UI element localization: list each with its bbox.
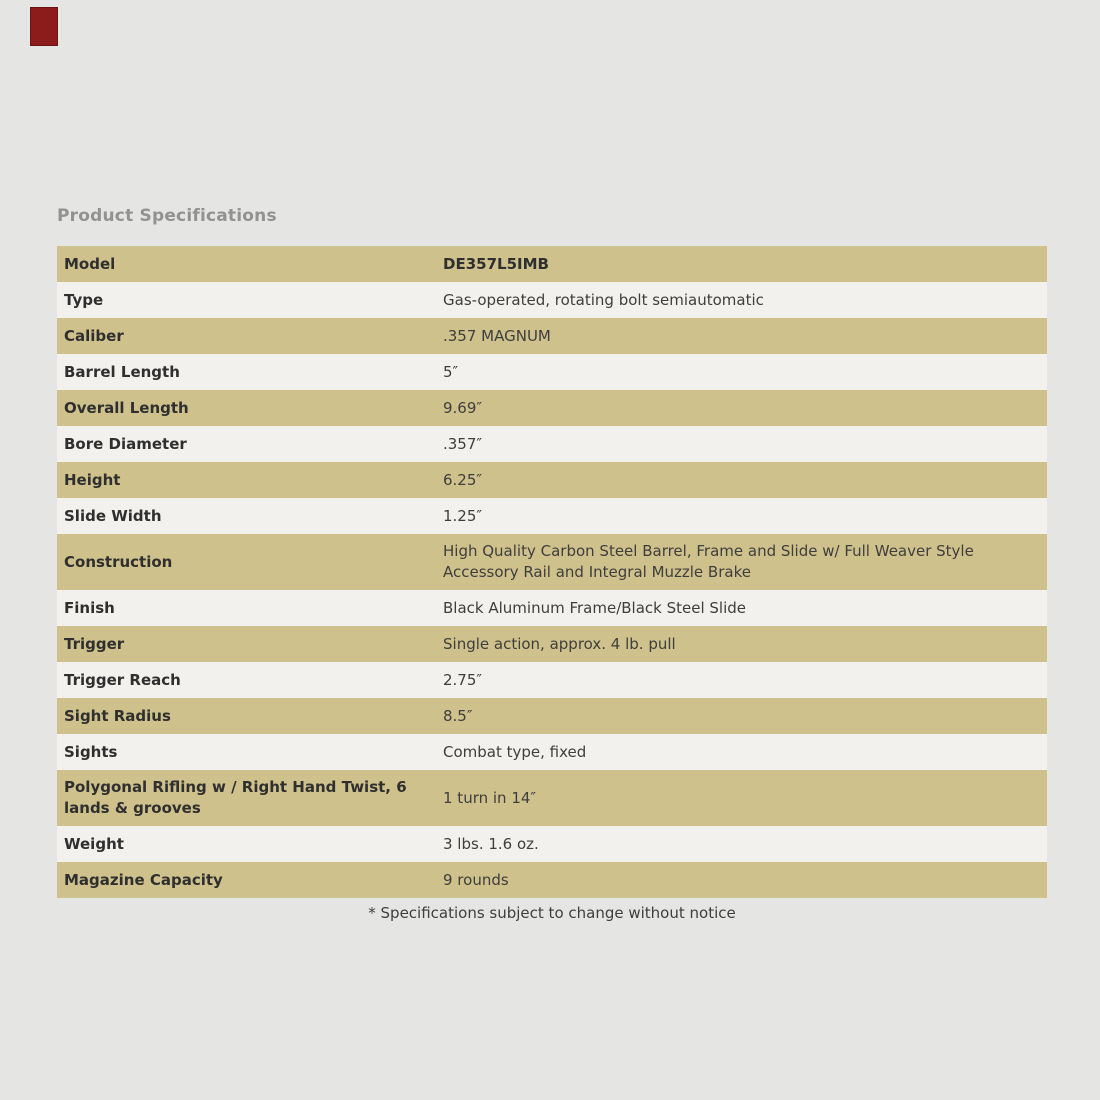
spec-value: Black Aluminum Frame/Black Steel Slide xyxy=(443,598,747,617)
product-spec-table xyxy=(57,246,1047,898)
spec-row xyxy=(57,698,1047,734)
spec-value: 3 lbs. 1.6 oz. xyxy=(443,834,539,853)
spec-value: Single action, approx. 4 lb. pull xyxy=(443,634,676,653)
spec-label: Bore Diameter xyxy=(64,434,187,453)
spec-label: Caliber xyxy=(64,326,124,345)
spec-value: 2.75″ xyxy=(443,670,483,689)
spec-row xyxy=(57,318,1047,354)
spec-row xyxy=(57,354,1047,390)
spec-label: Sights xyxy=(64,742,118,761)
spec-label: Slide Width xyxy=(64,506,162,525)
spec-label: Magazine Capacity xyxy=(64,870,223,889)
spec-label: Type xyxy=(64,290,104,309)
spec-value: 5″ xyxy=(443,362,459,381)
spec-row xyxy=(57,534,1047,590)
spec-row xyxy=(57,770,1047,826)
spec-row xyxy=(57,282,1047,318)
spec-row xyxy=(57,626,1047,662)
spec-label: Weight xyxy=(64,834,124,853)
spec-row xyxy=(57,590,1047,626)
spec-row xyxy=(57,426,1047,462)
logo-mark xyxy=(30,7,58,46)
spec-label: Model xyxy=(64,254,116,273)
page-title: Product Specifications xyxy=(57,206,277,226)
spec-label: Finish xyxy=(64,598,115,617)
spec-label: Height xyxy=(64,470,121,489)
spec-value: Combat type, fixed xyxy=(443,742,587,761)
spec-footnote: * Specifications subject to change without notice xyxy=(368,904,736,922)
spec-row xyxy=(57,662,1047,698)
spec-label: Sight Radius xyxy=(64,706,171,725)
spec-value: High Quality Carbon Steel Barrel, Frame and Slide w/ Full Weaver Style Accessory Rail and Integral Muzzle Brake xyxy=(443,542,974,581)
spec-label: Barrel Length xyxy=(64,362,180,381)
spec-label: Polygonal Rifling w / Right Hand Twist, 6 lands & grooves xyxy=(64,778,407,817)
spec-row xyxy=(57,462,1047,498)
spec-value: 1.25″ xyxy=(443,506,483,525)
spec-row xyxy=(57,734,1047,770)
spec-label: Trigger Reach xyxy=(64,670,181,689)
spec-row xyxy=(57,246,1047,282)
spec-value: .357″ xyxy=(443,434,483,453)
spec-label: Trigger xyxy=(64,634,125,653)
spec-value: 9 rounds xyxy=(443,870,509,889)
spec-label: Construction xyxy=(64,552,173,571)
spec-value: 9.69″ xyxy=(443,398,483,417)
spec-value: 1 turn in 14″ xyxy=(443,788,537,807)
spec-value: Gas-operated, rotating bolt semiautomatic xyxy=(443,290,764,309)
spec-value: 6.25″ xyxy=(443,470,483,489)
spec-label: Overall Length xyxy=(64,398,189,417)
spec-row xyxy=(57,390,1047,426)
spec-value: DE357L5IMB xyxy=(443,254,549,273)
spec-row xyxy=(57,498,1047,534)
spec-row xyxy=(57,826,1047,862)
spec-value: .357 MAGNUM xyxy=(443,326,551,345)
spec-row xyxy=(57,862,1047,898)
spec-value: 8.5″ xyxy=(443,706,473,725)
